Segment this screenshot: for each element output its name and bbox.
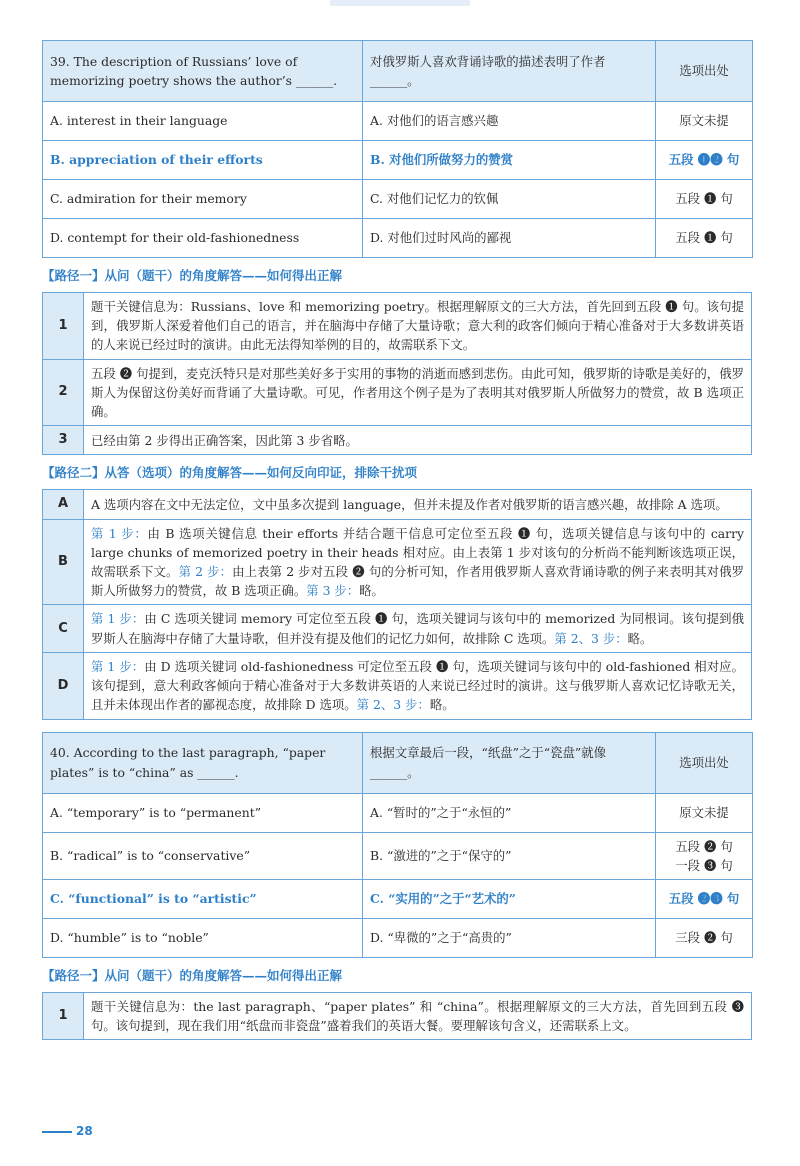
- option-cn: C. “实用的”之于“艺术的”: [363, 880, 656, 919]
- q39-stem-cn: 对俄罗斯人喜欢背诵诗歌的描述表明了作者______。: [363, 41, 656, 102]
- step-text: 已经由第 2 步得出正确答案，因此第 3 步省略。: [84, 426, 752, 455]
- step-text: 五段 ❷ 句提到，麦克沃特只是对那些美好多于实用的事物的消逝而感到悲伤。由此可知，俄罗斯的诗歌是美好的，俄罗斯人为保留这份美好而背诵了大量诗歌。可见，作者用这个例子是为了表明其对俄罗斯人所做努力的赞赏，故 B 选项正确。: [84, 359, 752, 426]
- option-source: 五段 ❶❷ 句: [656, 141, 753, 180]
- option-source: 原文未提: [656, 102, 753, 141]
- option-label: B: [43, 519, 84, 605]
- option-cn: B. 对他们所做努力的赞赏: [363, 141, 656, 180]
- option-source: 五段 ❶ 句: [656, 219, 753, 258]
- step-body: 由 D 选项关键词 old-fashionedness 可定位至五段 ❶ 句，选项关键词与该句中的 old-fashioned 相对应。该句提到，意大利政客倾向于精心准备对于大多数讲英语的人来说已经过时的演讲。这与俄罗斯人喜欢记忆诗歌无关，且并未体现出作者的鄙视态度，故排除 D 选项。: [91, 658, 744, 713]
- step-text: 题干关键信息为：the last paragraph、“paper plates” 和 “china”。根据理解原文的三大方法，首先回到五段 ❸ 句。该句提到，现在我们用“纸盘而非瓷盘”盛着我们的英语大餐。要理解该句含义，还需联系上文。: [84, 993, 752, 1040]
- step-label: 第 2、3 步：: [554, 630, 628, 646]
- q40-route1-heading: 【路径一】从问（题干）的角度解答——如何得出正解: [42, 968, 343, 983]
- analysis-row-b: [43, 519, 752, 605]
- option-en: C. “functional” is to “artistic”: [43, 880, 363, 919]
- q39-route2-heading: 【路径二】从答（选项）的角度解答——如何反向印证，排除干扰项: [42, 465, 418, 481]
- option-source: 三段 ❷ 句: [656, 919, 753, 958]
- analysis-text: A 选项内容在文中无法定位，文中虽多次提到 language，但并未提及作者对俄罗斯的语言感兴趣，故排除 A 选项。: [84, 490, 752, 519]
- option-cn: D. “卑微的”之于“高贵的”: [363, 919, 656, 958]
- option-label: A: [43, 490, 84, 519]
- option-cn: A. “暂时的”之于“永恒的”: [363, 793, 656, 832]
- option-en: D. contempt for their old-fashionedness: [43, 219, 363, 258]
- analysis-row-c: [43, 605, 752, 652]
- step-label: 第 1 步：: [91, 525, 148, 541]
- q39-option-c: [43, 180, 753, 219]
- analysis-text: [84, 652, 752, 719]
- source-line: 一段 ❸ 句: [675, 857, 733, 873]
- q39-stem-en: 39. The description of Russians’ love of memorizing poetry shows the author’s ______.: [43, 41, 363, 102]
- option-cn: A. 对他们的语言感兴趣: [363, 102, 656, 141]
- step-number: 1: [43, 293, 84, 360]
- option-cn: C. 对他们记忆力的钦佩: [363, 180, 656, 219]
- q39-option-analysis-table: [42, 489, 752, 719]
- q40-options-table: [42, 732, 753, 958]
- q40-option-d: [43, 919, 753, 958]
- step-label: 第 2 步：: [178, 564, 233, 580]
- option-en: A. interest in their language: [43, 102, 363, 141]
- option-en: C. admiration for their memory: [43, 180, 363, 219]
- step-body: 由 B 选项关键信息 their efforts 并结合题干信息可定位至五段 ❶ 句，选项关键信息与该句中的 carry large chunks of memorized poetry in their heads 相对应。由上表第 1 步对该句的分析尚不能判断该选项正误，故需联系下文。: [91, 525, 744, 580]
- step-row: [43, 293, 752, 360]
- q40-option-a: [43, 793, 753, 832]
- page-footer: [42, 1124, 93, 1138]
- step-row: [43, 359, 752, 426]
- q40-header-row: [43, 732, 753, 793]
- q40-source-header: 选项出处: [656, 732, 753, 793]
- q39-source-header: 选项出处: [656, 41, 753, 102]
- option-en: A. “temporary” is to “permanent”: [43, 793, 363, 832]
- step-body: 略。: [359, 583, 384, 599]
- step-number: 1: [43, 993, 84, 1040]
- q40-option-c: [43, 880, 753, 919]
- step-label: 第 2、3 步：: [356, 697, 430, 713]
- step-label: 第 3 步：: [306, 583, 360, 599]
- source-line: 五段 ❷ 句: [675, 838, 733, 854]
- option-en: D. “humble” is to “noble”: [43, 919, 363, 958]
- step-body: 由上表第 2 步对五段 ❷ 句的分析可知，作者用俄罗斯人喜欢背诵诗歌的例子来表明其对俄罗斯人所做努力的赞赏，故 B 选项正确。: [91, 564, 745, 599]
- step-label: 第 1 步：: [91, 611, 145, 627]
- q39-option-d: [43, 219, 753, 258]
- step-row: [43, 993, 752, 1040]
- option-label: D: [43, 652, 84, 719]
- option-en: B. “radical” is to “conservative”: [43, 832, 363, 879]
- q39-route1-heading: 【路径一】从问（题干）的角度解答——如何得出正解: [42, 268, 343, 283]
- option-source: [656, 832, 753, 879]
- q39-steps-table: [42, 292, 752, 455]
- step-number: 3: [43, 426, 84, 455]
- analysis-text: [84, 605, 752, 652]
- step-row: [43, 426, 752, 455]
- analysis-text: [84, 519, 752, 605]
- option-source: 五段 ❶ 句: [656, 180, 753, 219]
- option-source: 原文未提: [656, 793, 753, 832]
- footer-rule: [42, 1131, 72, 1133]
- option-en: B. appreciation of their efforts: [43, 141, 363, 180]
- q39-option-b: [43, 141, 753, 180]
- q39-option-a: [43, 102, 753, 141]
- q39-header-row: [43, 41, 753, 102]
- analysis-row-a: [43, 490, 752, 519]
- page-number: 28: [76, 1124, 93, 1138]
- step-body: 略。: [429, 697, 455, 713]
- step-label: 第 1 步：: [91, 658, 145, 674]
- top-decoration: [330, 0, 470, 6]
- analysis-row-d: [43, 652, 752, 719]
- q40-stem-en: 40. According to the last paragraph, “paper plates” is to “china” as ______.: [43, 732, 363, 793]
- page-content: [42, 40, 752, 1040]
- option-cn: B. “激进的”之于“保守的”: [363, 832, 656, 879]
- option-cn: D. 对他们过时风尚的鄙视: [363, 219, 656, 258]
- option-source: 五段 ❷❸ 句: [656, 880, 753, 919]
- step-body: 略。: [627, 630, 653, 646]
- q39-options-table: [42, 40, 753, 258]
- step-text: 题干关键信息为：Russians、love 和 memorizing poetry。根据理解原文的三大方法，首先回到五段 ❶ 句。该句提到，俄罗斯人深爱着他们自己的语言，并在脑海中存储了大量诗歌；意大利的政客们倾向于精心准备对于大多数讲英语的人来说已经过时的演讲。由此无法得知举例的目的，故需联系下文。: [84, 293, 752, 360]
- q40-option-b: [43, 832, 753, 879]
- option-label: C: [43, 605, 84, 652]
- step-number: 2: [43, 359, 84, 426]
- q40-stem-cn: 根据文章最后一段，“纸盘”之于“瓷盘”就像______。: [363, 732, 656, 793]
- step-body: 由 C 选项关键词 memory 可定位至五段 ❶ 句，选项关键词与该句中的 memorized 为同根词。该句提到俄罗斯人在脑海中存储了大量诗歌，但并没有提及他们的记忆力如何，故排除 C 选项。: [91, 611, 744, 646]
- q40-steps-table: [42, 992, 752, 1040]
